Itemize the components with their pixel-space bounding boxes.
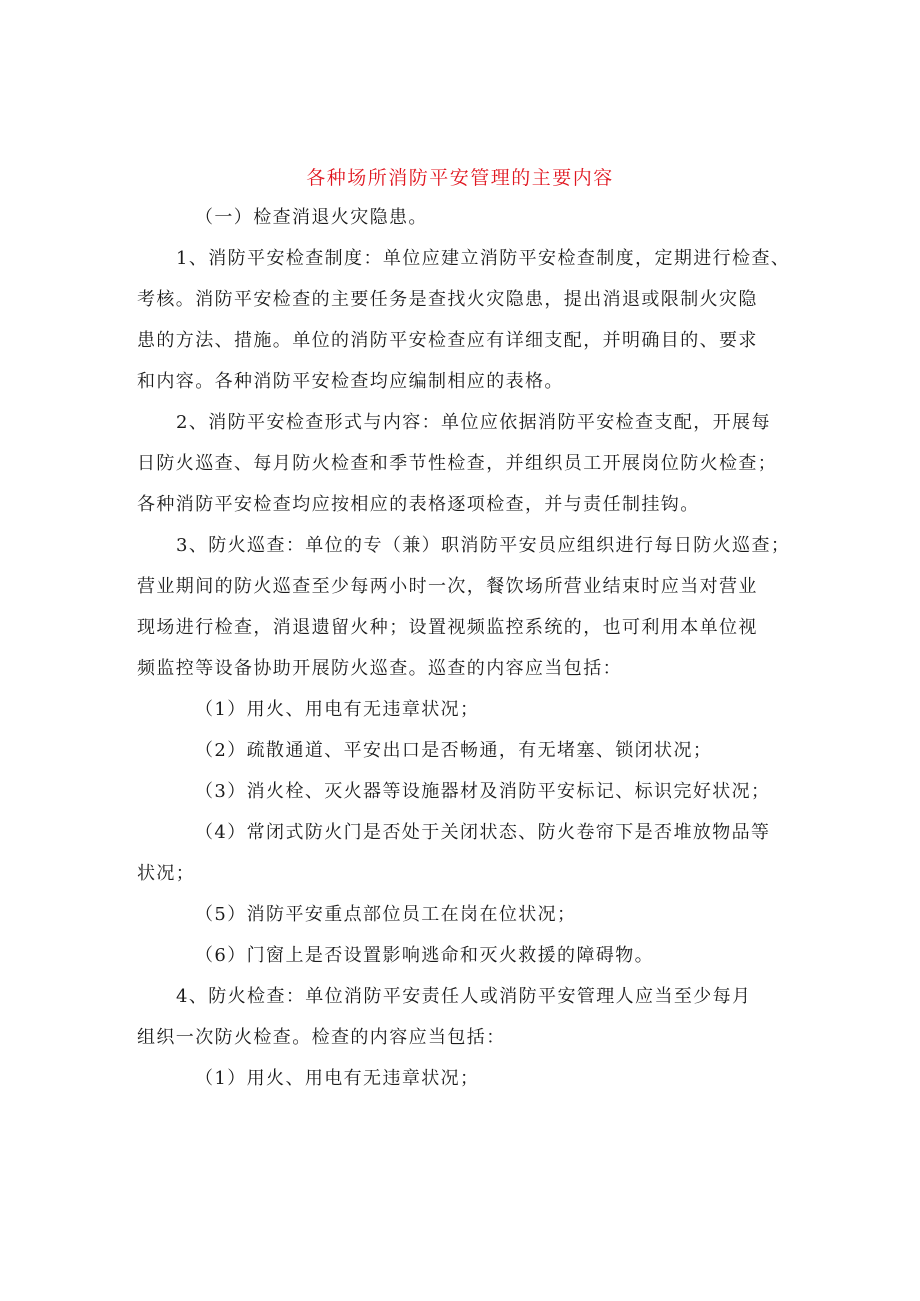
paragraph-1-line: 和内容。各种消防平安检查均应编制相应的表格。 [137,371,564,392]
paragraph-2-line: 各种消防平安检查均应按相应的表格逐项检查，并与责任制挂钩。 [137,494,700,515]
patrol-item: （3）消火栓、灭火器等设施器材及消防平安标记、标识完好状况； [195,781,771,802]
paragraph-3-line: 现场进行检查，消退遗留火种；设置视频监控系统的，也可利用本单位视 [137,617,758,638]
paragraph-3-line: 营业期间的防火巡查至少每两小时一次，餐饮场所营业结束时应当对营业 [137,576,758,597]
paragraph-3-line: 频监控等设备协助开展防火巡查。巡查的内容应当包括： [137,658,622,679]
patrol-item: （1）用火、用电有无违章状况； [195,699,480,720]
paragraph-4-line: 4、防火检查：单位消防平安责任人或消防平安管理人应当至少每月 [176,986,752,1007]
patrol-item: （6）门窗上是否设置影响逃命和灭火救援的障碍物。 [195,945,655,966]
paragraph-1-line: 患的方法、措施。单位的消防平安检查应有详细支配，并明确目的、要求 [137,330,758,351]
paragraph-2-line: 日防火巡查、每月防火检查和季节性检查，并组织员工开展岗位防火检查； [137,453,778,474]
paragraph-1-line: 1、消防平安检查制度：单位应建立消防平安检查制度，定期进行检查、 [176,248,791,269]
inspection-item: （1）用火、用电有无违章状况； [195,1068,480,1089]
patrol-item: （2）疏散通道、平安出口是否畅通，有无堵塞、锁闭状况； [195,740,713,761]
paragraph-4-line: 组织一次防火检查。检查的内容应当包括： [137,1027,506,1048]
document-title: 各种场所消防平安管理的主要内容 [306,167,614,189]
section-heading: （一）检查消退火灾隐患。 [195,207,428,228]
patrol-item: （5）消防平安重点部位员工在岗在位状况； [195,904,577,925]
paragraph-3-line: 3、防火巡查：单位的专（兼）职消防平安员应组织进行每日防火巡查； [176,535,791,556]
paragraph-2-line: 2、消防平安检查形式与内容：单位应依据消防平安检查支配，开展每 [176,412,771,433]
paragraph-1-line: 考核。消防平安检查的主要任务是查找火灾隐患，提出消退或限制火灾隐 [137,289,758,310]
patrol-item: （4）常闭式防火门是否处于关闭状态、防火卷帘下是否堆放物品等 [195,822,771,843]
patrol-item-continuation: 状况； [137,863,196,884]
